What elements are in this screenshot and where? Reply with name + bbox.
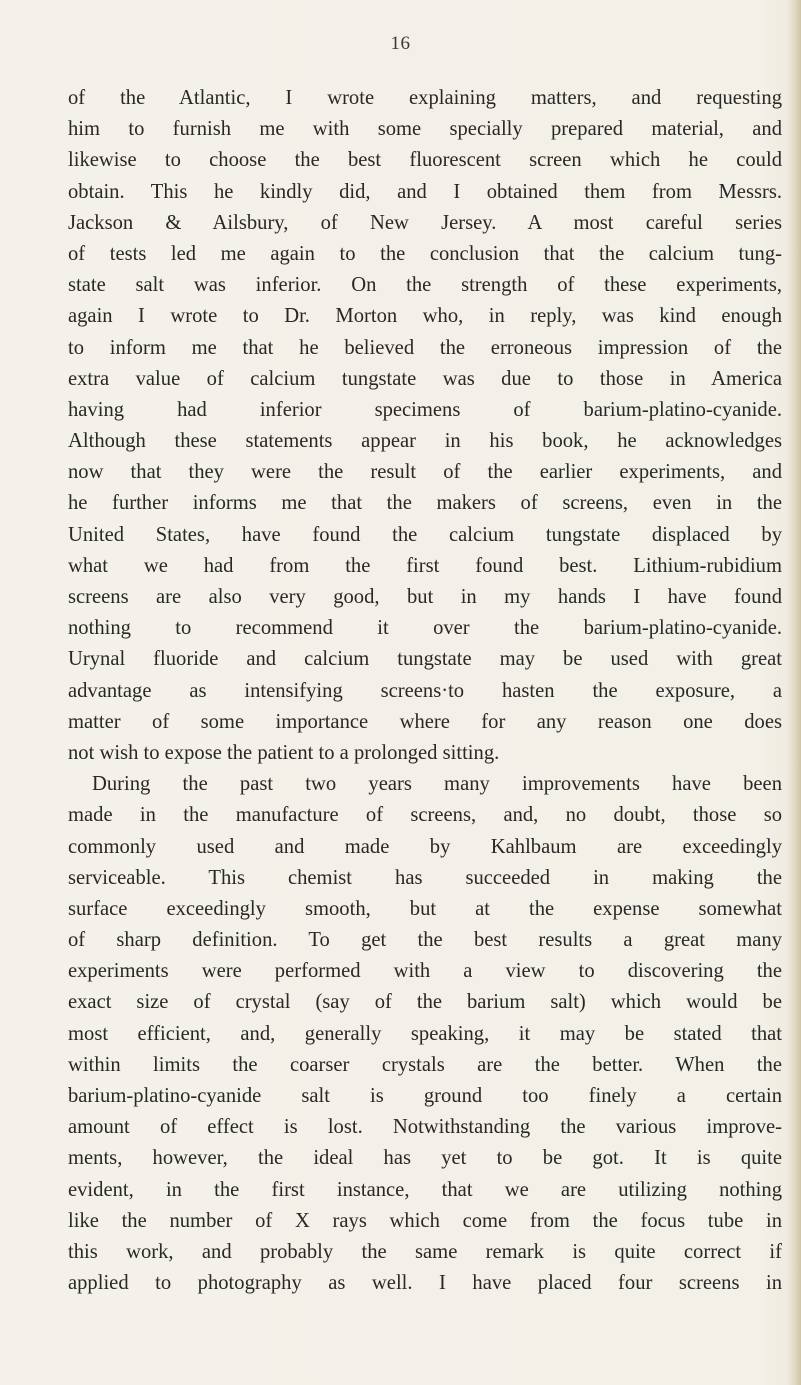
text-line: not wish to expose the patient to a prolonged sitting. bbox=[68, 741, 500, 764]
text-line: having had inferior specimens of barium-platino-cyanide. bbox=[68, 398, 782, 421]
text-line: he further informs me that the makers of screens, even in the bbox=[68, 492, 782, 515]
text-line: obtain. This he kindly did, and I obtained them from Messrs. bbox=[68, 180, 782, 203]
text-line: ments, however, the ideal has yet to be got. It is quite bbox=[68, 1147, 782, 1170]
text-line: serviceable. This chemist has succeeded in making the bbox=[68, 866, 782, 889]
page-edge-shadow bbox=[787, 0, 801, 1385]
text-line: Urynal fluoride and calcium tungstate may be used with great bbox=[68, 648, 782, 671]
text-line: advantage as intensifying screens·to hasten the exposure, a bbox=[68, 679, 782, 702]
text-line: exact size of crystal (say of the barium salt) which would be bbox=[68, 991, 782, 1014]
text-line: made in the manufacture of screens, and, no doubt, those so bbox=[68, 804, 782, 827]
text-line: Although these statements appear in his book, he acknowledges bbox=[68, 430, 782, 453]
text-line: this work, and probably the same remark is quite correct if bbox=[68, 1240, 782, 1263]
page-number: 16 bbox=[390, 33, 411, 54]
body-text bbox=[68, 83, 782, 1299]
text-line: of the Atlantic, I wrote explaining matters, and requesting bbox=[68, 87, 782, 109]
text-line: extra value of calcium tungstate was due to those in America bbox=[68, 367, 782, 390]
text-line: surface exceedingly smooth, but at the expense somewhat bbox=[68, 897, 782, 920]
text-line: now that they were the result of the earlier experiments, and bbox=[68, 461, 782, 484]
text-line: most efficient, and, generally speaking, it may be stated that bbox=[68, 1022, 782, 1045]
text-line: amount of effect is lost. Notwithstanding the various improve- bbox=[68, 1116, 782, 1139]
text-line: Jackson & Ailsbury, of New Jersey. A most careful series bbox=[68, 211, 782, 234]
text-line: to inform me that he believed the erroneous impression of the bbox=[68, 336, 782, 359]
text-line: within limits the coarser crystals are the better. When the bbox=[68, 1053, 782, 1076]
text-line: like the number of X rays which come from the focus tube in bbox=[68, 1209, 782, 1232]
text-line: him to furnish me with some specially prepared material, and bbox=[68, 118, 782, 141]
text-line: During the past two years many improvements have been bbox=[92, 773, 782, 796]
text-line: barium-platino-cyanide salt is ground too finely a certain bbox=[68, 1085, 782, 1107]
text-line: likewise to choose the best fluorescent screen which he could bbox=[68, 149, 782, 172]
text-line: evident, in the first instance, that we are utilizing nothing bbox=[68, 1178, 782, 1201]
text-line: of sharp definition. To get the best results a great many bbox=[68, 929, 782, 952]
text-line: nothing to recommend it over the barium-platino-cyanide. bbox=[68, 617, 782, 640]
text-line: matter of some importance where for any reason one does bbox=[68, 710, 782, 733]
text-line: commonly used and made by Kahlbaum are exceedingly bbox=[68, 835, 782, 858]
text-line: United States, have found the calcium tungstate displaced by bbox=[68, 523, 782, 546]
text-line: again I wrote to Dr. Morton who, in reply, was kind enough bbox=[68, 305, 782, 328]
text-line: experiments were performed with a view to discovering the bbox=[68, 960, 782, 983]
text-line: state salt was inferior. On the strength of these experiments, bbox=[68, 274, 782, 297]
text-line: screens are also very good, but in my hands I have found bbox=[68, 586, 782, 608]
text-line: of tests led me again to the conclusion that the calcium tung- bbox=[68, 242, 782, 265]
text-line: what we had from the first found best. Lithium-rubidium bbox=[68, 554, 782, 577]
text-line: applied to photography as well. I have placed four screens in bbox=[68, 1272, 782, 1295]
